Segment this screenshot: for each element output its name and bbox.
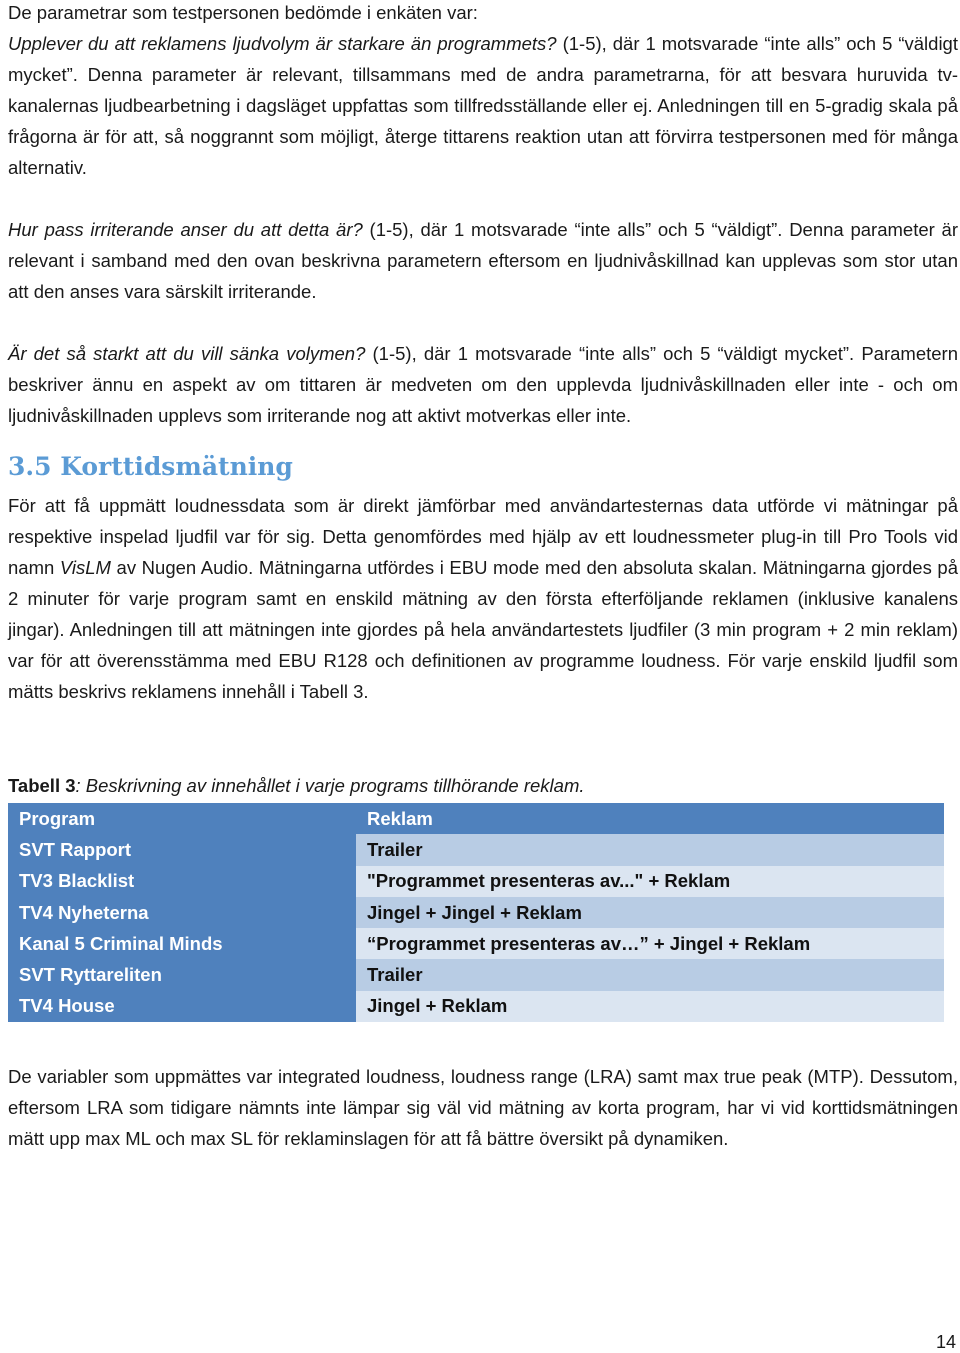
question-lower-volume-desc: (1-5), där 1 motsvarade “inte alls” och 5 “väldigt mycket”. Parametern beskriver ännu en aspekt av om tittaren är medveten om den upplevda ljudnivåskillnaden eller inte - och om ljudnivåskillnaden upplevs som irriterande nog att aktivt motverkas eller inte. (8, 343, 958, 426)
table-row: TV4 Nyheterna Jingel + Jingel + Reklam (8, 897, 944, 928)
paragraph-irritation (8, 214, 958, 307)
question-irritation-desc: (1-5), där 1 motsvarade “inte alls” och 5 “väldigt”. Denna parameter är relevant i samband med den ovan beskrivna parametern eftersom en ljudnivåskillnad kan upplevas som stor utan att den anses vara särskilt irriterande. (8, 219, 958, 302)
header-program: Program (8, 803, 356, 834)
table-row: Kanal 5 Criminal Minds “Programmet presenteras av…” + Jingel + Reklam (8, 928, 944, 959)
section-heading: 3.5 Korttidsmätning (8, 452, 293, 481)
table-row: SVT Ryttareliten Trailer (8, 959, 944, 990)
table-row: TV4 House Jingel + Reklam (8, 991, 944, 1022)
question-volume-desc: (1-5), där 1 motsvarade “inte alls” och 5 “väldigt mycket”. Denna parameter är relevant, tillsammans med de andra parametrarna, för att besvara huruvida tv-kanalernas ljudbearbetning i dagsläget uppfattas som tillfredsställande eller ej. Anledningen till en 5-gradig skala på frågorna är för att, så noggrannt som möjligt, återge tittarens reaktion utan att förvirra testpersonen med för många alternativ. (8, 33, 958, 178)
question-irritation: Hur pass irriterande anser du att detta är? (8, 219, 363, 240)
table-header-row (8, 803, 944, 834)
paragraph-variables: De variabler som uppmättes var integrated loudness, loudness range (LRA) samt max true peak (MTP). Dessutom, eftersom LRA som tidigare nämnts inte lämpar sig väl vid mätning av korta program, har vi vid korttidsmätningen mätt upp max ML och max SL för reklaminslagen för att få bättre översikt på dynamiken. (8, 1066, 958, 1149)
paragraph-parameters (8, 0, 958, 183)
header-reklam: Reklam (356, 803, 944, 834)
question-volume-paragraph (8, 28, 958, 183)
paragraph-lower-volume (8, 338, 958, 431)
page-number: 14 (935, 1332, 956, 1352)
table-row: SVT Rapport Trailer (8, 834, 944, 865)
question-lower-volume: Är det så starkt att du vill sänka volymen? (8, 343, 366, 364)
table-row: TV3 Blacklist "Programmet presenteras av..." + Reklam (8, 866, 944, 897)
question-volume: Upplever du att reklamens ljudvolym är starkare än programmets? (8, 33, 557, 54)
intro-line: De parametrar som testpersonen bedömde i enkäten var: (8, 2, 478, 23)
table-caption (8, 770, 585, 801)
table-caption-text: : Beskrivning av innehållet i varje programs tillhörande reklam. (75, 775, 585, 796)
plugin-name: VisLM (59, 557, 111, 578)
table-caption-label: Tabell 3 (8, 775, 76, 796)
paragraph-short-measurement: För att få uppmätt loudnessdata som är direkt jämförbar med användartesternas data utförde vi mätningar på respektive inspelad ljudfil var för sig. Detta genomfördes med hjälp av ett loudnessmeter plug-in till Pro Tools vid namn VisLM av Nugen Audio. Mätningarna utfördes i EBU mode med den absoluta skalan. Mätningarna gjordes på 2 minuter för varje program samt en enskild mätning av den första efterföljande reklamen (inklusive kanalens jingar). Anledningen till att mätningen inte gjordes på hela användartestets ljudfiler (3 min program + 2 min reklam) var för att överensstämma med EBU R128 och definitionen av programme loudness. För varje enskild ljudfil som mätts beskrivs reklamens innehåll i Tabell 3. (8, 495, 958, 702)
ad-content-table (8, 803, 944, 1022)
